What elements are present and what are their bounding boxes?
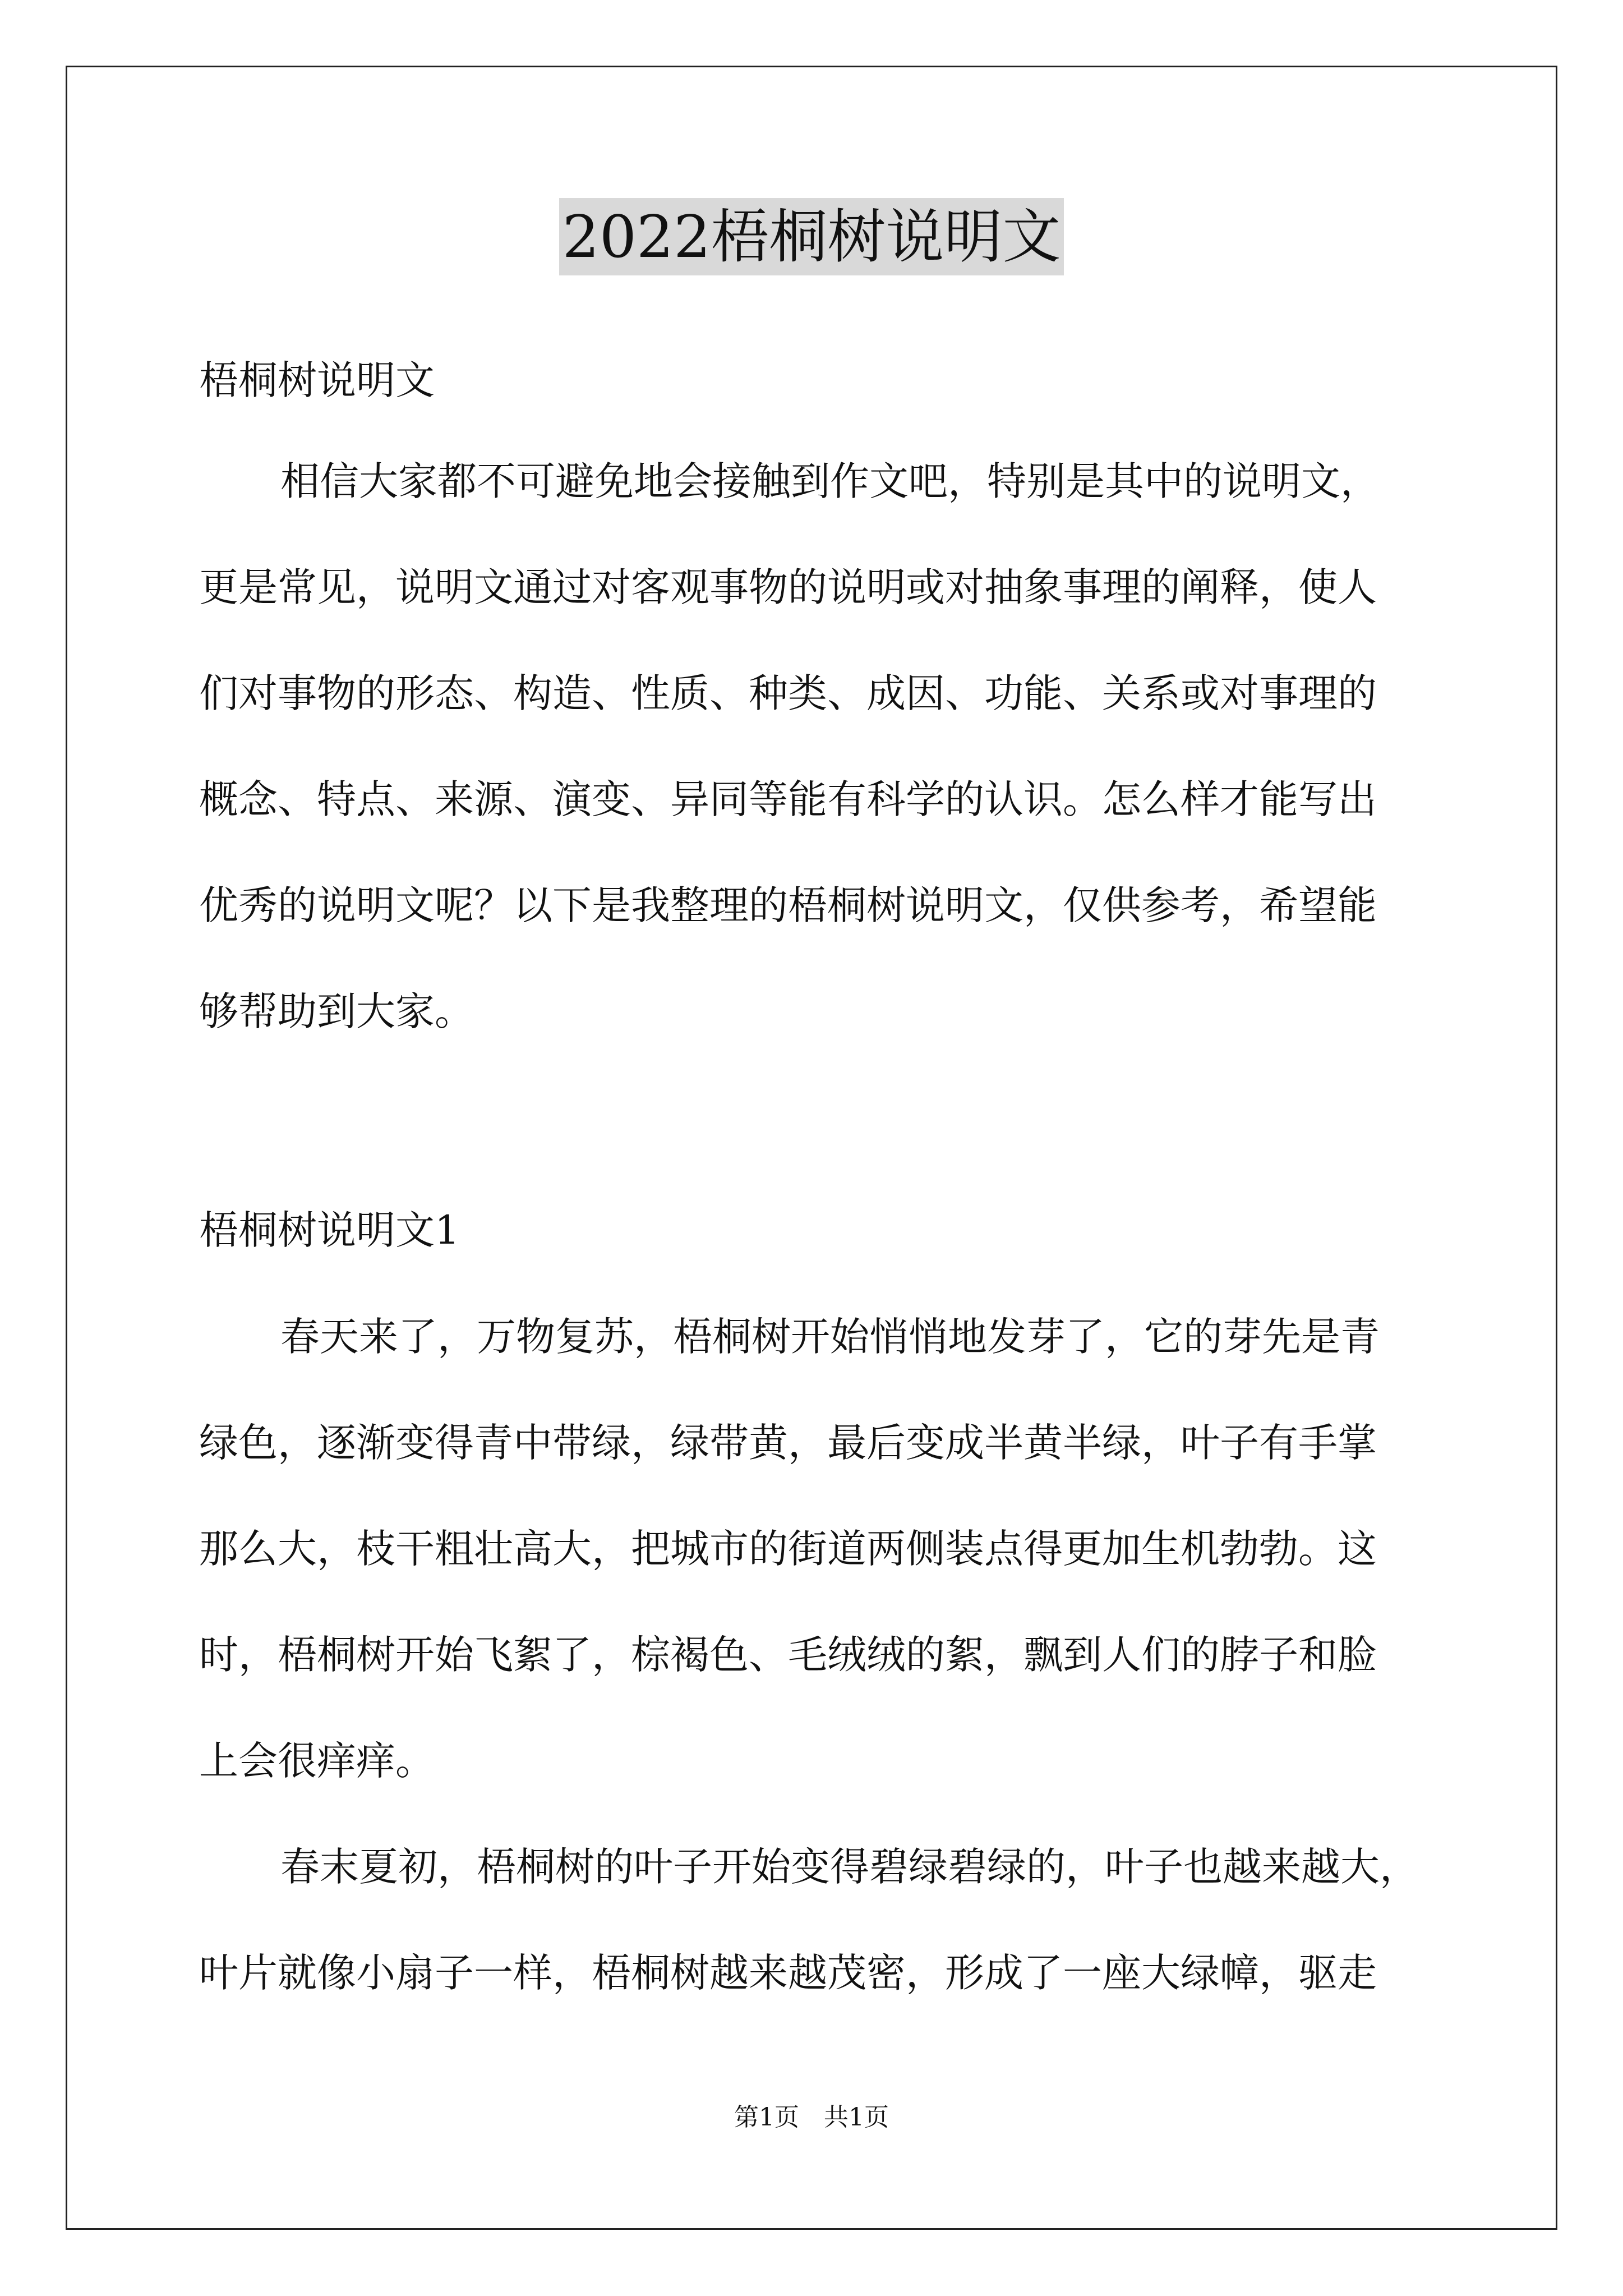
- paragraph-line: 时，梧桐树开始飞絮了，棕褐色、毛绒绒的絮，飘到人们的脖子和脸: [199, 1632, 1377, 1678]
- section-heading: 梧桐树说明文1: [199, 1207, 460, 1253]
- intro-heading: 梧桐树说明文: [199, 357, 435, 403]
- intro-line: 更是常见，说明文通过对客观事物的说明或对抽象事理的阐释，使人: [199, 564, 1377, 610]
- paragraph-line: 那么大，枝干粗壮高大，把城市的街道两侧装点得更加生机勃勃。这: [199, 1526, 1377, 1572]
- intro-line: 够帮助到大家。: [199, 988, 474, 1034]
- paragraph-line: 春天来了，万物复苏，梧桐树开始悄悄地发芽了，它的芽先是青: [280, 1314, 1380, 1360]
- paragraph-line: 绿色，逐渐变得青中带绿，绿带黄，最后变成半黄半绿，叶子有手掌: [199, 1420, 1377, 1466]
- intro-line: 概念、特点、来源、演变、异同等能有科学的认识。怎么样才能写出: [199, 776, 1377, 822]
- paragraph-line: 春末夏初，梧桐树的叶子开始变得碧绿碧绿的，叶子也越来越大，: [280, 1844, 1419, 1890]
- page-footer: 第1页 共1页: [734, 2103, 889, 2132]
- paragraph-line: 叶片就像小扇子一样，梧桐树越来越茂密，形成了一座大绿幛，驱走: [199, 1950, 1377, 1996]
- intro-line: 相信大家都不可避免地会接触到作文吧，特别是其中的说明文，: [280, 458, 1380, 504]
- paragraph-line: 上会很痒痒。: [199, 1738, 435, 1784]
- intro-line: 们对事物的形态、构造、性质、种类、成因、功能、关系或对事理的: [199, 670, 1377, 716]
- document-title: 2022梧桐树说明文: [0, 197, 1623, 276]
- intro-line: 优秀的说明文呢？以下是我整理的梧桐树说明文，仅供参考，希望能: [199, 882, 1377, 928]
